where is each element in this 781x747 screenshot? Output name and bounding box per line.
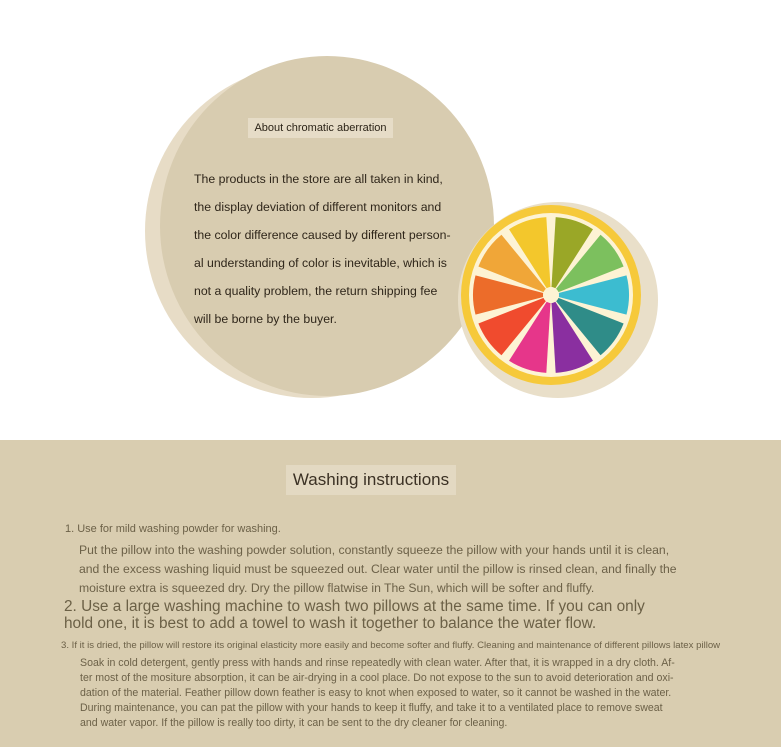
about-title: About chromatic aberration — [248, 118, 393, 138]
about-text: The products in the store are all taken in kind, the display deviation of different monitors and the color difference caused by different person- al understanding of color is inevitable, which is not a quality problem, the return shipping fee will be borne by the buyer. — [194, 172, 451, 326]
step-3-text: Soak in cold detergent, gently press with hands and rinse repeatedly with clean water. After that, it is wrapped in a dry cloth. Af- ter most of the mositure absorption, it can be air-drying in a cool place. Do not expose to the sun to avoid deterioration and oxi- dation of the material. Feather pillow down feather is easy to knot when exposed to water, so it cannot be washed in the water. During maintenance, you can pat the pillow with your hands to keep it fluffy, and take it to a ventilated place to remove sweat and water vapor. If the pillow is really too dirty, it can be sent to the dry cleaner for cleaning. — [80, 657, 675, 729]
lemon-core — [543, 287, 559, 303]
rainbow-lemon-image — [460, 204, 642, 386]
step-3-title: 3. If it is dried, the pillow will restore its original elasticity more easily and become softer and fluffy. Cleaning and maintenance of different pillows latex pillow — [61, 640, 721, 651]
step-1-text: Put the pillow into the washing powder solution, constantly squeeze the pillow with your hands until it is clean, and the excess washing liquid must be squeezed out. Clear water until the pillow is rinsed clean, and finally the moisture extra is squeezed dry. Dry the pillow flatwise in The Sun, which will be softer and fluffy. — [79, 543, 677, 595]
washing-title: Washing instructions — [286, 465, 456, 495]
step-2-text: 2. Use a large washing machine to wash two pillows at the same time. If you can only hold one, it is best to add a towel to wash it together to balance the water flow. — [64, 598, 645, 632]
step-1-title: 1. Use for mild washing powder for washing. — [65, 523, 281, 535]
